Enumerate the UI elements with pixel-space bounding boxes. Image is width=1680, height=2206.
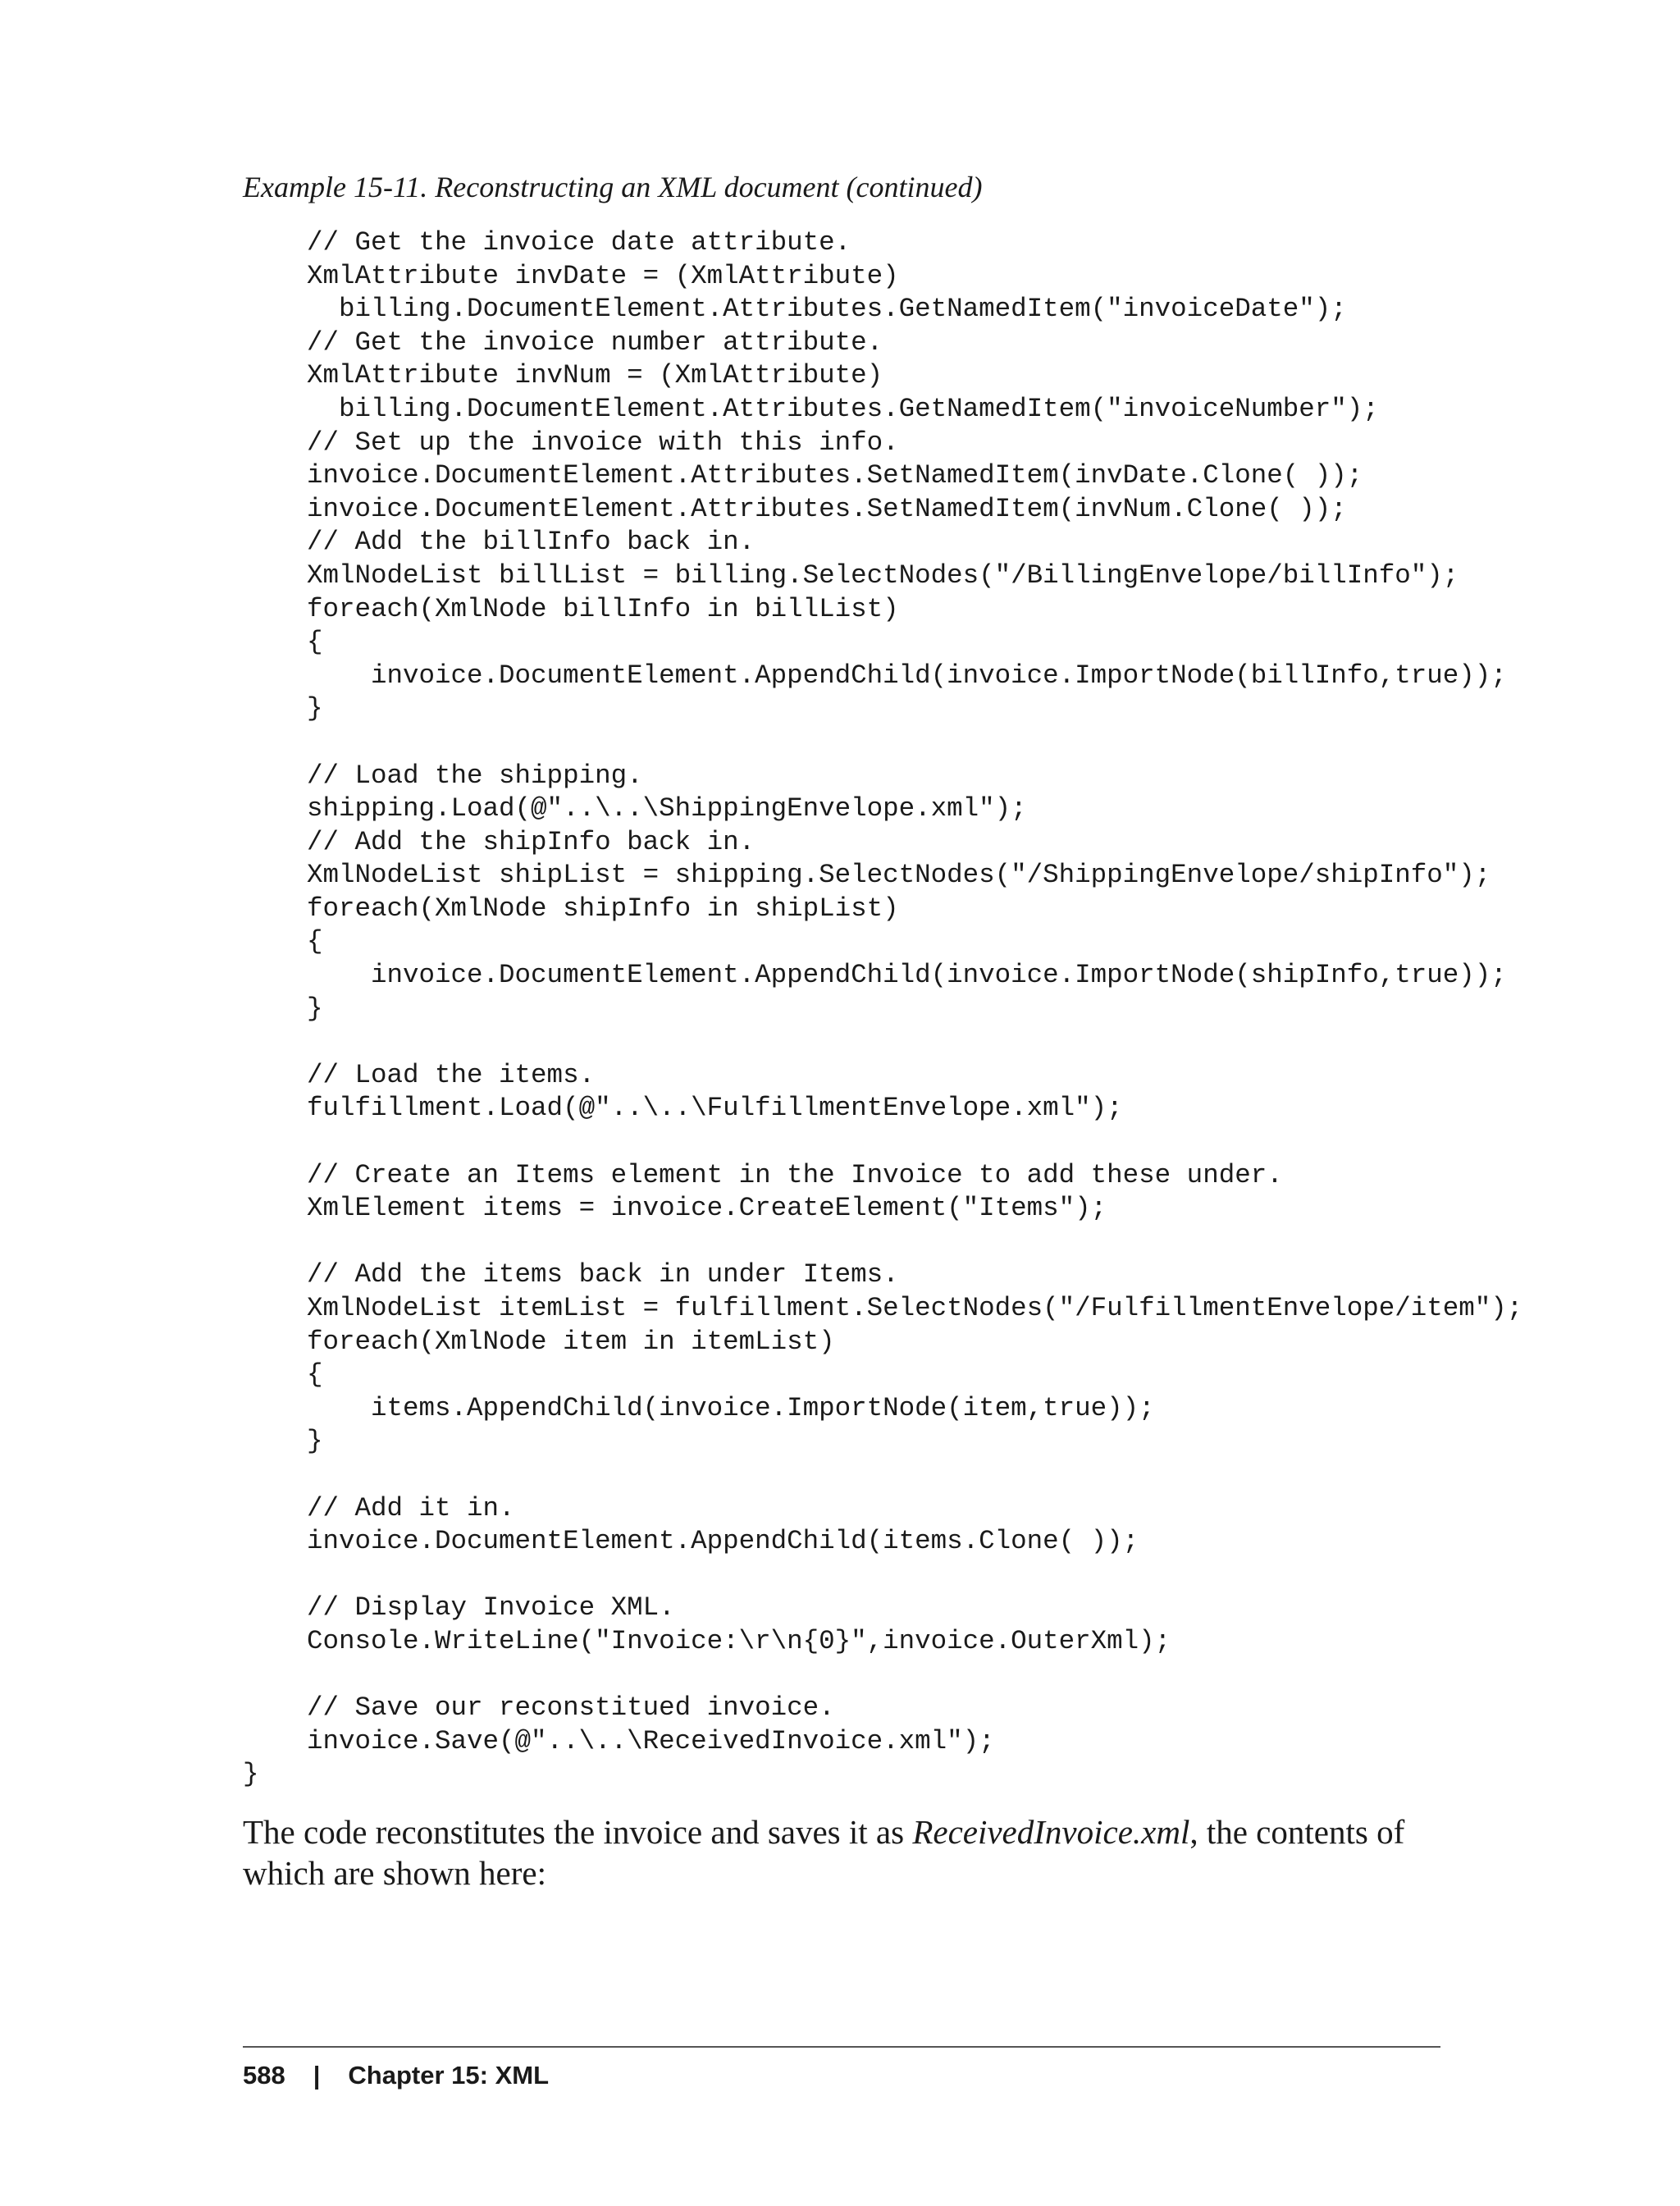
code-line: billing.DocumentElement.Attributes.GetNamedItem("invoiceDate"); [243, 294, 1347, 325]
footer-separator: | [313, 2061, 321, 2090]
paragraph-text-end: , the contents of which are shown here: [243, 1813, 1405, 1892]
code-line: { [243, 627, 323, 658]
code-line: { [243, 1359, 323, 1391]
code-line: XmlAttribute invDate = (XmlAttribute) [243, 260, 899, 291]
code-line: Console.WriteLine("Invoice:\r\n{0}",invoice.OuterXml); [243, 1625, 1171, 1656]
code-line: XmlNodeList shipList = shipping.SelectNodes("/ShippingEnvelope/shipInfo"); [243, 860, 1491, 891]
code-line: } [243, 693, 323, 724]
code-line: XmlNodeList billList = billing.SelectNodes("/BillingEnvelope/billInfo"); [243, 559, 1459, 591]
code-line: invoice.DocumentElement.Attributes.SetNamedItem(invDate.Clone( )); [243, 460, 1363, 491]
code-line: // Load the items. [243, 1059, 596, 1090]
page-number: 588 [243, 2061, 285, 2090]
code-line: { [243, 926, 323, 957]
code-line: billing.DocumentElement.Attributes.GetNamedItem("invoiceNumber"); [243, 393, 1379, 424]
code-line: // Get the invoice date attribute. [243, 227, 851, 258]
code-line [243, 1559, 1522, 1592]
code-line: items.AppendChild(invoice.ImportNode(item,true)); [243, 1392, 1155, 1423]
code-line: foreach(XmlNode item in itemList) [243, 1326, 835, 1357]
example-caption: Example 15-11. Reconstructing an XML document (continued) [243, 171, 983, 203]
code-line: // Add the items back in under Items. [243, 1259, 899, 1290]
footer-divider [243, 2046, 1440, 2048]
code-line: foreach(XmlNode billInfo in billList) [243, 593, 899, 624]
code-line: // Get the invoice number attribute. [243, 327, 883, 358]
code-line: invoice.DocumentElement.AppendChild(invoice.ImportNode(shipInfo,true)); [243, 960, 1507, 991]
code-line: } [243, 1759, 259, 1790]
code-line: foreach(XmlNode shipInfo in shipList) [243, 893, 899, 924]
code-line: // Save our reconstitued invoice. [243, 1692, 835, 1724]
code-line: // Add it in. [243, 1492, 515, 1523]
code-line: invoice.DocumentElement.Attributes.SetNamedItem(invNum.Clone( )); [243, 493, 1347, 524]
code-line: // Add the billInfo back in. [243, 527, 756, 558]
code-line: XmlElement items = invoice.CreateElement("Items"); [243, 1193, 1107, 1224]
code-line [243, 1226, 1522, 1259]
code-listing [243, 226, 1522, 1792]
code-line: // Display Invoice XML. [243, 1592, 675, 1624]
code-line: } [243, 993, 323, 1024]
body-paragraph [243, 1811, 1440, 1893]
code-line: // Load the shipping. [243, 760, 643, 791]
code-line: invoice.DocumentElement.AppendChild(items.Clone( )); [243, 1526, 1139, 1557]
code-line: // Create an Items element in the Invoice to add these under. [243, 1159, 1283, 1190]
filename-emphasis: ReceivedInvoice.xml [912, 1813, 1190, 1851]
paragraph-text-start: The code reconstitutes the invoice and saves it as [243, 1813, 913, 1851]
code-line: invoice.Save(@"..\..\ReceivedInvoice.xml"); [243, 1725, 995, 1756]
code-line: // Add the shipInfo back in. [243, 826, 756, 857]
code-line [243, 1459, 1522, 1492]
code-line: invoice.DocumentElement.AppendChild(invoice.ImportNode(billInfo,true)); [243, 660, 1507, 691]
code-line: shipping.Load(@"..\..\ShippingEnvelope.xml"); [243, 793, 1027, 824]
code-line: XmlAttribute invNum = (XmlAttribute) [243, 360, 883, 391]
chapter-title: Chapter 15: XML [348, 2061, 550, 2090]
code-line: // Set up the invoice with this info. [243, 427, 899, 458]
code-line [243, 1659, 1522, 1692]
code-line: fulfillment.Load(@"..\..\FulfillmentEnvelope.xml"); [243, 1093, 1123, 1124]
code-line: } [243, 1426, 323, 1457]
page-footer [243, 2059, 549, 2092]
code-line [243, 1126, 1522, 1159]
code-line: XmlNodeList itemList = fulfillment.SelectNodes("/FulfillmentEnvelope/item"); [243, 1293, 1523, 1323]
code-line [243, 726, 1522, 760]
code-line [243, 1025, 1522, 1059]
